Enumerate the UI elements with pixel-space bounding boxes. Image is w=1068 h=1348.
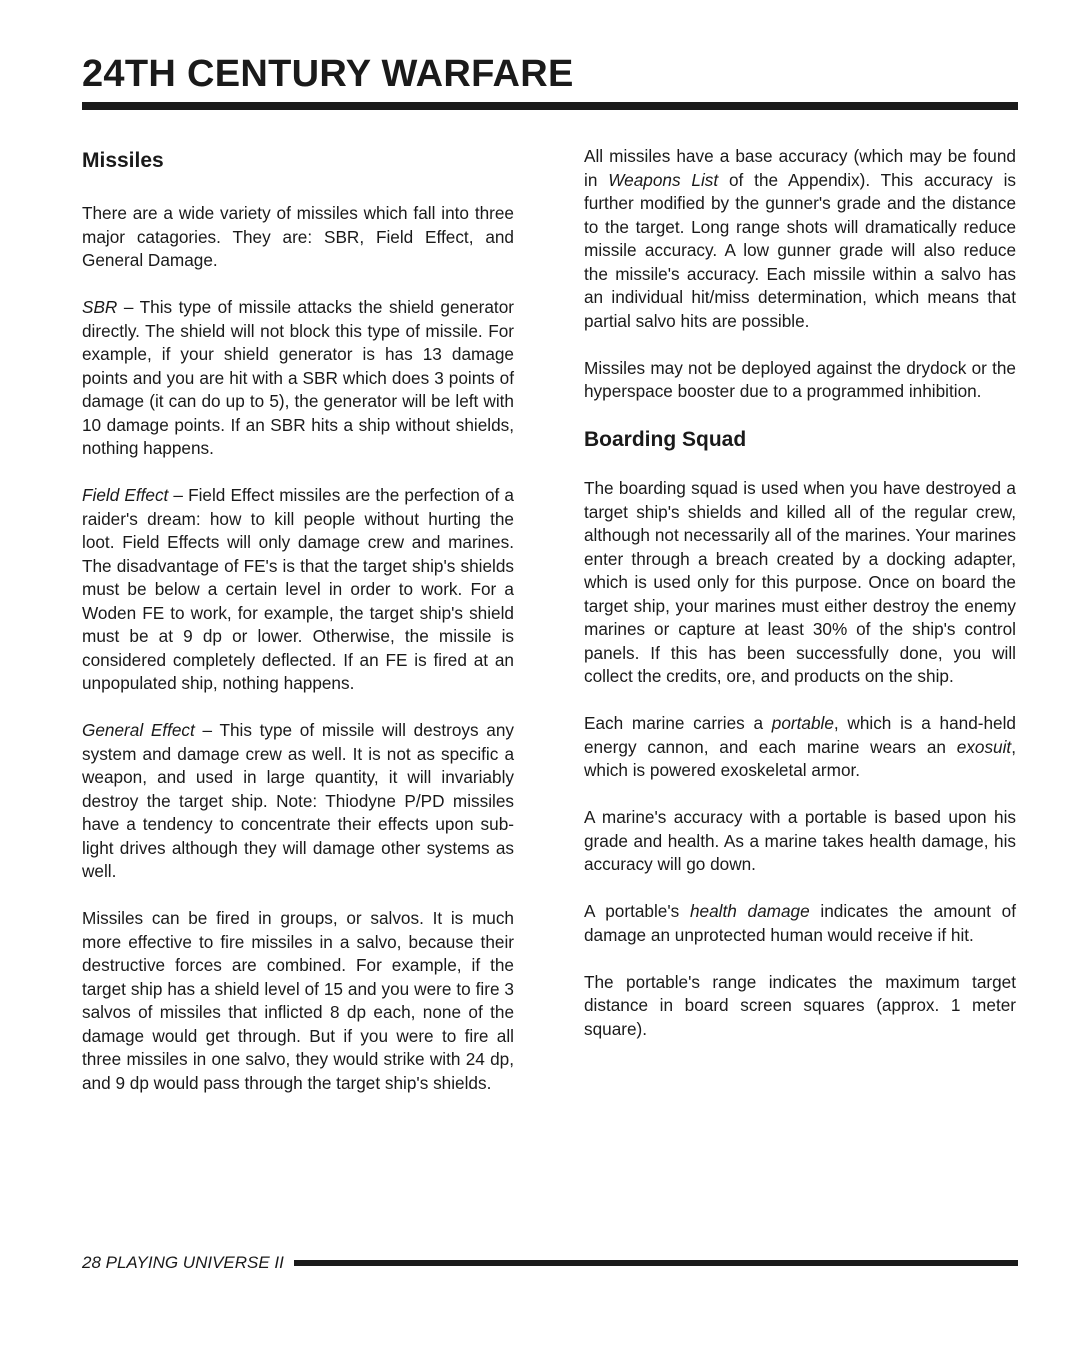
general-effect-text: – This type of missile will destroys any system and damage crew as well. It is not as specific a weapon, and used in large quantity, it will invariably destroy the target ship. Note: Thiodyne P/PD missiles have a tendency to concentrate their effects upon sub-light drives although they will damage other systems as well. <box>82 720 514 881</box>
accuracy-text-b: of the Appendix). This accuracy is further modified by the gunner's grade and the distance to the target. Long range shots will dramatically reduce missile accuracy. A low gunner grade will also reduce the missile's accuracy. Each missile within a salvo has an individual hit/miss determination, which means that partial salvo hits are possible. <box>584 169 1017 331</box>
boarding-intro: The boarding squad is used when you have destroyed a target ship's shields and killed all of the regular crew, although not necessarily all of the marines. Your marines enter through a breach created by a docking adapter, which is used only for this purpose. Once on board the target ship, your marines must either destroy the enemy marines or capture at least 30% of the ship's control panels. If this has been successfully done, you will collect the credits, ore, and products on the ship. <box>584 478 1016 686</box>
page-footer <box>82 1250 1018 1276</box>
accuracy-paragraph <box>584 145 1016 333</box>
field-effect-paragraph <box>82 484 514 696</box>
health-text-b: indicates the amount of damage an unprotected human would receive if hit. <box>584 901 1017 945</box>
sbr-text: – This type of missile attacks the shield generator directly. The shield will not block this type of missile. For example, if your shield generator is has 13 damage points and you are hit with a SBR which does 3 points of damage (it can do up to 5), the generator will be left with 10 damage points. If an SBR hits a ship without shields, nothing happens. <box>82 297 514 458</box>
footer-rule <box>294 1260 1018 1266</box>
salvo-paragraph: Missiles can be fired in groups, or salvos. It is much more effective to fire missiles in a salvo, because their destructive forces are combined. For example, if the target ship has a shield level of 15 and you were to fire 3 salvos of missiles that inflicted 8 dp each, none of the damage would get through. But if you were to fire all three missiles in one salvo, they would strike with 24 dp, and 9 dp would pass through the target ship's shields. <box>82 908 514 1093</box>
exosuit-term: exosuit <box>956 736 1012 757</box>
portable-text-a: Each marine carries a <box>584 713 772 733</box>
field-effect-term: Field Effect <box>82 485 169 505</box>
weapons-list-term: Weapons List <box>608 169 719 190</box>
health-text-a: A portable's <box>584 901 690 921</box>
health-damage-term: health damage <box>689 901 810 921</box>
boarding-heading: Boarding Squad <box>584 428 747 451</box>
sbr-term: SBR <box>82 297 118 317</box>
sbr-paragraph <box>82 296 514 461</box>
page-title: 24TH CENTURY WARFARE <box>82 53 574 95</box>
right-column <box>584 145 1016 1065</box>
marine-accuracy-paragraph: A marine's accuracy with a portable is based upon his grade and health. As a marine takes health damage, his accuracy will go down. <box>584 807 1016 874</box>
health-damage-paragraph <box>584 900 1016 947</box>
missiles-heading: Missiles <box>82 149 164 172</box>
portable-text-c: , which is powered exoskeletal armor. <box>584 736 1016 780</box>
range-paragraph: The portable's range indicates the maximum target distance in board screen squares (approx. 1 meter square). <box>584 971 1016 1039</box>
portable-term: portable <box>771 713 834 733</box>
general-effect-paragraph <box>82 719 514 884</box>
general-effect-term: General Effect <box>82 720 195 740</box>
footer-text: 28 PLAYING UNIVERSE II <box>82 1253 284 1272</box>
restriction-paragraph: Missiles may not be deployed against the drydock or the hyperspace booster due to a programmed inhibition. <box>584 357 1016 401</box>
field-effect-text: – Field Effect missiles are the perfection of a raider's dream: how to kill people without hurting the loot. Field Effects will only damage crew and marines. The disadvantage of FE's is that the target ship's shields must be below a certain level in order to work. For a Woden FE to work, for example, the target ship's shield must be at 9 dp or lower. Otherwise, the missile is considered completely deflected. If an FE is fired at an unpopulated ship, nothing happens. <box>82 485 514 693</box>
title-rule <box>82 102 1018 110</box>
portable-paragraph <box>584 712 1016 783</box>
left-column <box>82 140 514 1119</box>
accuracy-text-a: All missiles have a base accuracy (which may be found in <box>584 146 1016 190</box>
missiles-intro: There are a wide variety of missiles which fall into three major catagories. They are: SBR, Field Effect, and General Damage. <box>82 203 514 270</box>
portable-text-b: , which is a hand-held energy cannon, and each marine wears an <box>584 713 1016 757</box>
